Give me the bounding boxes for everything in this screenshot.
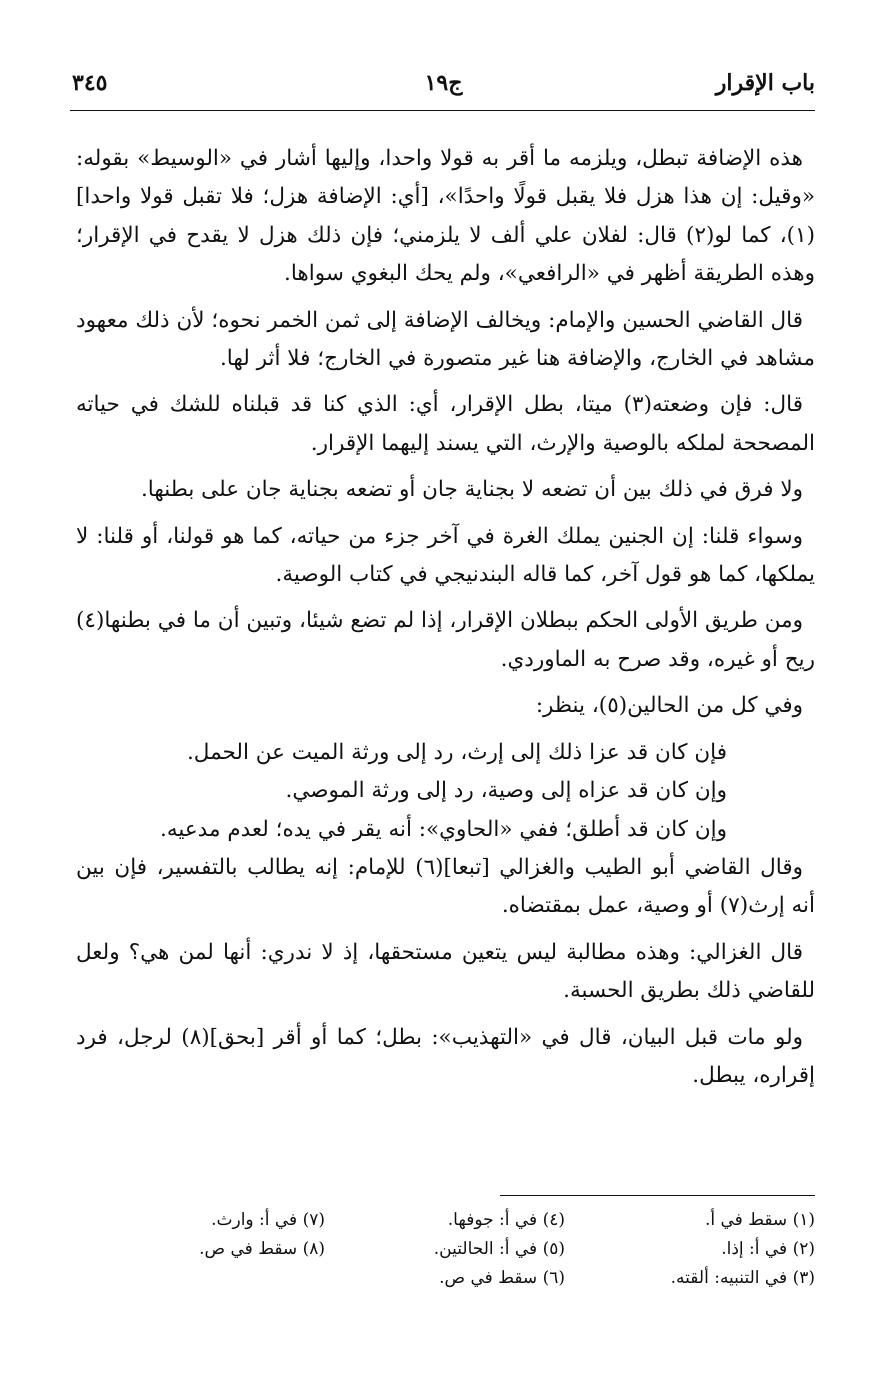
paragraph: فإن كان قد عزا ذلك إلى إرث، رد إلى ورثة الميت عن الحمل.	[186, 739, 727, 765]
header-rule	[70, 110, 815, 111]
main-text	[76, 140, 815, 1103]
paragraph: ولا فرق في ذلك بين أن تضعه لا بجناية جان أو تضعه بجناية جان على بطنها.	[140, 477, 803, 503]
paragraph: وإن كان قد عزاه إلى وصية، رد إلى ورثة الموصي.	[285, 778, 727, 804]
footnote: (١) سقط في أ.	[704, 1210, 815, 1230]
footnote-rule	[500, 1195, 815, 1196]
paragraph: وإن كان قد أطلق؛ ففي «الحاوي»: أنه يقر في يده؛ لعدم مدعيه.	[160, 816, 727, 842]
page-header	[72, 70, 815, 106]
paragraph: قال: فإن وضعته(٣) ميتا، بطل الإقرار، أي: الذي كنا قد قبلناه للشك في حياته المصححة لملكه بالوصية والإرث، التي يسند إليهما الإقرار.	[76, 392, 815, 456]
footnote: (٣) في التنبيه: ألقته.	[670, 1268, 815, 1288]
footnote: (٦) سقط في ص.	[439, 1268, 565, 1288]
page-number: ٣٤٥	[72, 70, 108, 96]
paragraph: وسواء قلنا: إن الجنين يملك الغرة في آخر جزء من حياته، كما هو قولنا، أو قلنا: لا يملكها، كما هو قول آخر، كما قاله البندنيجي في كتاب الوصية.	[76, 523, 815, 588]
volume-label: ج١٩	[424, 70, 463, 96]
paragraph: ومن طريق الأولى الحكم ببطلان الإقرار، إذا لم تضع شيئا، وتبين أن ما في بطنها(٤) ريح أو غيره، وقد صرح به الماوردي.	[76, 608, 815, 672]
paragraph: قال القاضي الحسين والإمام: ويخالف الإضافة إلى ثمن الخمر نحوه؛ لأن ذلك معهود مشاهد في الخارج، والإضافة هنا غير متصورة في الخارج؛ فلا أثر لها.	[76, 307, 815, 372]
footnote: (٥) في أ: الحالتين.	[433, 1239, 565, 1259]
paragraph: ولو مات قبل البيان، قال في «التهذيب»: بطل؛ كما أو أقر [بحق](٨) لرجل، فرد إقراره، يبطل.	[76, 1024, 815, 1088]
footnote: (٨) سقط في ص.	[199, 1239, 325, 1259]
chapter-title: باب الإقرار	[715, 70, 815, 96]
footnotes	[150, 1210, 815, 1297]
paragraph: وقال القاضي أبو الطيب والغزالي [تبعا](٦) للإمام: إنه يطالب بالتفسير، فإن بين أنه إرث(٧) أو وصية، عمل بمقتضاه.	[76, 854, 815, 919]
paragraph: هذه الإضافة تبطل، ويلزمه ما أقر به قولا واحدا، وإليها أشار في «الوسيط» بقوله: «وقيل: إن هذا هزل فلا يقبل قولًا واحدًا»، [أي: الإضافة هزل؛ فلا تقبل قولا واحدا](١)، كما لو(٢) قال: لفلان علي ألف لا يلزمني؛ فإن ذلك هزل لا يقدح في الإقرار؛ وهذه الطريقة أظهر في «الرافعي»، ولم يحك البغوي سواها.	[76, 146, 815, 287]
footnote: (٢) في أ: إذا.	[721, 1239, 815, 1259]
paragraph: وفي كل من الحالين(٥)، ينظر:	[535, 693, 803, 719]
footnote: (٤) في أ: جوفها.	[447, 1210, 565, 1230]
paragraph: قال الغزالي: وهذه مطالبة ليس يتعين مستحقها، إذ لا ندري: أنها لمن هي؟ ولعل للقاضي ذلك بطريق الحسبة.	[76, 939, 815, 1004]
footnote: (٧) في أ: وارث.	[211, 1210, 325, 1230]
